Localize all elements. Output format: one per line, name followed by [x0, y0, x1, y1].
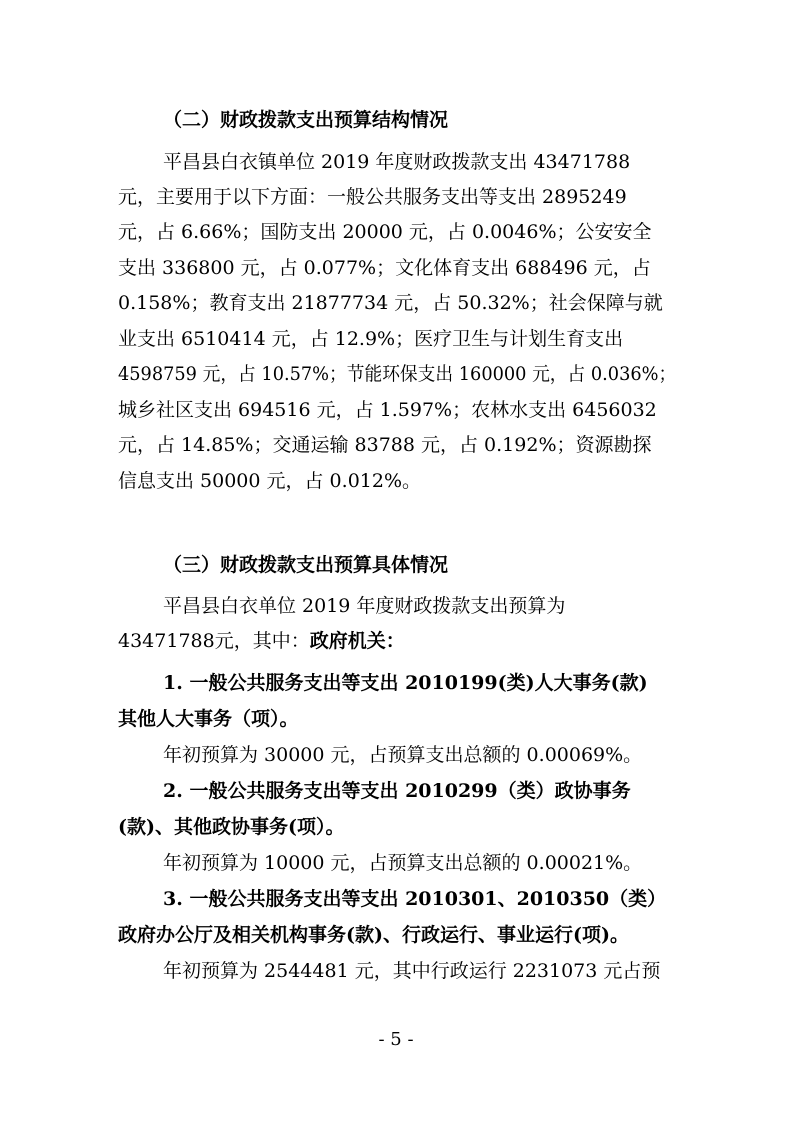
paragraph-line: 信息支出 50000 元，占 0.012%。 — [118, 470, 422, 492]
item-title-line: 2. 一般公共服务支出等支出 2010299（类）政协事务 — [163, 780, 631, 802]
item-title-line: 1. 一般公共服务支出等支出 2010199(类)人大事务(款) — [163, 672, 648, 694]
paragraph-line: 元，占 6.66%；国防支出 20000 元，占 0.0046%；公安安全 — [118, 221, 652, 243]
government-agency-label: 政府机关： — [309, 630, 405, 652]
item-detail-line: 年初预算为 30000 元，占预算支出总额的 0.00069%。 — [163, 744, 643, 766]
paragraph-line: 城乡社区支出 694516 元，占 1.597%；农林水支出 6456032 — [118, 399, 657, 421]
paragraph-line: 支出 336800 元，占 0.077%；文化体育支出 688496 元，占 — [118, 257, 651, 279]
item-title-line: 3. 一般公共服务支出等支出 2010301、2010350（类） — [163, 888, 667, 910]
section-heading-budget-details: （三）财政拨款支出预算具体情况 — [163, 554, 449, 576]
section-heading-budget-structure: （二）财政拨款支出预算结构情况 — [163, 109, 449, 131]
paragraph-line — [118, 629, 405, 653]
item-title-line: (款)、其他政协事务(项）。 — [118, 816, 345, 838]
paragraph-line: 4598759 元，占 10.57%；节能环保支出 160000 元，占 0.036%； — [118, 363, 677, 385]
page-number: - 5 - — [378, 1029, 414, 1050]
paragraph-line: 元，主要用于以下方面：一般公共服务支出等支出 2895249 — [118, 186, 627, 208]
item-title-line: 其他人大事务（项）。 — [118, 708, 299, 730]
paragraph-line: 平昌县白衣单位 2019 年度财政拨款支出预算为 — [163, 595, 566, 617]
item-detail-line: 年初预算为 2544481 元，其中行政运行 2231073 元占预 — [163, 960, 661, 982]
intro-text: 43471788元，其中： — [118, 630, 310, 652]
item-title-line: 政府办公厅及相关机构事务(款)、行政运行、事业运行(项)。 — [118, 924, 629, 946]
paragraph-line: 平昌县白衣镇单位 2019 年度财政拨款支出 43471788 — [163, 151, 631, 173]
paragraph-line: 业支出 6510414 元，占 12.9%；医疗卫生与计划生育支出 — [118, 328, 624, 350]
paragraph-line: 0.158%；教育支出 21877734 元，占 50.32%；社会保障与就 — [118, 292, 663, 314]
paragraph-line: 元，占 14.85%；交通运输 83788 元，占 0.192%；资源勘探 — [118, 434, 652, 456]
item-detail-line: 年初预算为 10000 元，占预算支出总额的 0.00021%。 — [163, 852, 643, 874]
